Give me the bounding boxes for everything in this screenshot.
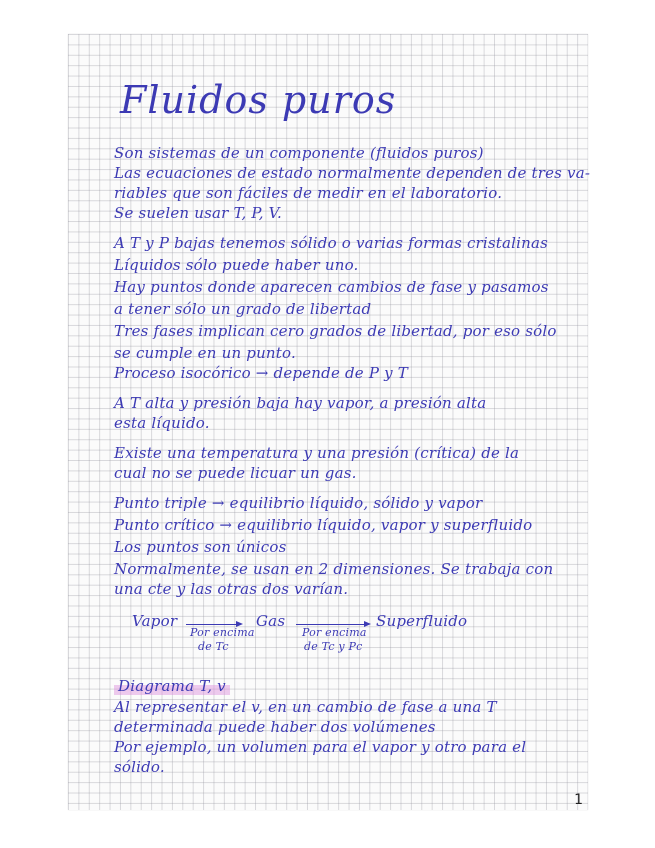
text-line: Normalmente, se usan en 2 dimensiones. Se trabaja con — [114, 560, 554, 578]
arrow1-label-bottom: de Tc — [198, 640, 229, 653]
arrow2-label-bottom: de Tc y Pc — [304, 640, 363, 653]
grid-paper-sheet — [68, 34, 591, 810]
text-line: A T y P bajas tenemos sólido o varias formas cristalinas — [114, 234, 549, 252]
text-line: Las ecuaciones de estado normalmente dependen de tres va- — [114, 164, 591, 182]
text-line: se cumple en un punto. — [114, 344, 296, 362]
text-line: Punto crítico → equilibrio líquido, vapor y superfluido — [114, 516, 533, 534]
arrow-vapor-gas — [186, 624, 238, 625]
page-number: 1 — [574, 792, 583, 808]
text-line: cual no se puede licuar un gas. — [114, 464, 357, 482]
text-line: Líquidos sólo puede haber uno. — [114, 256, 359, 274]
label-vapor: Vapor — [132, 612, 178, 630]
page-title: Fluidos puros — [120, 78, 397, 122]
text-line: determinada puede haber dos volúmenes — [114, 718, 436, 736]
heading-highlight: Diagrama T, v — [114, 677, 230, 695]
arrow-gas-superfluido — [296, 624, 366, 625]
text-line: Proceso isocórico → depende de P y T — [114, 364, 408, 382]
text-line: Existe una temperatura y una presión (crítica) de la — [114, 444, 520, 462]
text-line: Por ejemplo, un volumen para el vapor y otro para el — [114, 738, 527, 756]
section-heading — [114, 677, 230, 695]
text-line: Se suelen usar T, P, V. — [114, 204, 283, 222]
text-line: Los puntos son únicos — [114, 538, 287, 556]
text-line: Tres fases implican cero grados de libertad, por eso sólo — [114, 322, 557, 340]
text-line: Punto triple → equilibrio líquido, sólido y vapor — [114, 494, 483, 512]
arrow1-label-top: Por encima — [190, 626, 255, 639]
text-line: Son sistemas de un componente (fluidos puros) — [114, 144, 484, 162]
text-line: A T alta y presión baja hay vapor, a presión alta — [114, 394, 487, 412]
text-line: riables que son fáciles de medir en el laboratorio. — [114, 184, 503, 202]
label-gas: Gas — [256, 612, 286, 630]
label-superfluido: Superfluido — [376, 612, 468, 630]
text-line: esta líquido. — [114, 414, 210, 432]
text-line: sólido. — [114, 758, 165, 776]
text-line: Hay puntos donde aparecen cambios de fase y pasamos — [114, 278, 549, 296]
text-line: a tener sólo un grado de libertad — [114, 300, 372, 318]
text-line: una cte y las otras dos varían. — [114, 580, 349, 598]
arrow2-label-top: Por encima — [302, 626, 367, 639]
text-line: Al representar el v, en un cambio de fase a una T — [114, 698, 497, 716]
